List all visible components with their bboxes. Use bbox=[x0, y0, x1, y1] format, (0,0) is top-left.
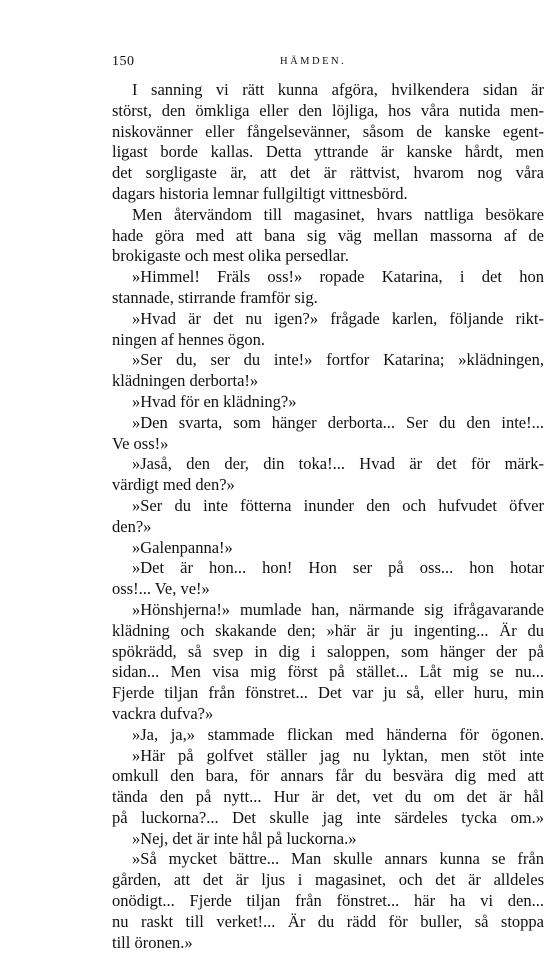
text-line: på luckorna?... Det skulle jag inte särdeles tycka om.» bbox=[112, 807, 544, 827]
text-line: den?» bbox=[112, 516, 152, 536]
text-line: stannade, stirrande framför sig. bbox=[112, 287, 318, 307]
text-line: »Det är hon... hon! Hon ser på oss... hon hotar bbox=[132, 558, 544, 578]
text-line: »Ja, ja,» stammade flickan med händerna för ögonen. bbox=[132, 724, 544, 744]
text-line: det sorgligaste är, att det är rättvist, hvarom nog våra bbox=[112, 163, 544, 183]
text-line: oss!... Ve, ve!» bbox=[112, 579, 210, 599]
text-line: niskovänner eller fångelsevänner, såsom de kanske egent- bbox=[112, 121, 544, 141]
page-header bbox=[112, 54, 542, 72]
text-line: »Ser du, ser du inte!» fortfor Katarina; »klädningen, bbox=[132, 350, 544, 370]
text-line: »Hvad är det nu igen?» frågade karlen, följande rikt- bbox=[132, 308, 544, 328]
text-line: dagars historia lemnar fullgiltigt vittnesbörd. bbox=[112, 183, 408, 203]
text-line: »Jaså, den der, din toka!... Hvad är det för märk- bbox=[132, 454, 544, 474]
text-line: klädningen derborta!» bbox=[112, 371, 259, 391]
text-line: »Hönshjerna!» mumlade han, närmande sig ifrågavarande bbox=[132, 599, 544, 619]
body-text bbox=[112, 80, 544, 953]
text-line: gården, att det är ljus i magasinet, och det är alldeles bbox=[112, 870, 544, 890]
page-number: 150 bbox=[112, 54, 135, 69]
text-line: störst, den ömkliga eller den löjliga, hos våra nutida men- bbox=[112, 100, 544, 120]
text-line: spökrädd, så svep in dig i saloppen, som hänger der på bbox=[112, 641, 544, 661]
text-line: »Här på golfvet ställer jag nu lyktan, men stöt inte bbox=[132, 745, 544, 765]
text-line: »Hvad för en klädning?» bbox=[132, 391, 297, 411]
text-line: ningen af hennes ögon. bbox=[112, 329, 266, 349]
text-line: omkull den bara, för annars får du besvära dig med att bbox=[112, 766, 544, 786]
text-line: Fjerde tiljan från fönstret... Det var ju så, eller huru, min bbox=[112, 683, 544, 703]
text-line: sidan... Men visa mig först på stället... Låt mig se nu... bbox=[112, 662, 544, 682]
text-line: »Nej, det är inte hål på luckorna.» bbox=[132, 828, 357, 848]
text-line: ligast borde kallas. Detta yttrande är kanske hårdt, men bbox=[112, 142, 544, 162]
text-line: »Ser du inte fötterna inunder den och hufvudet öfver bbox=[132, 495, 544, 515]
text-line: värdigt med den?» bbox=[112, 475, 235, 495]
text-line: vackra dufva?» bbox=[112, 703, 214, 723]
text-line: »Den svarta, som hänger derborta... Ser du den inte!... bbox=[132, 412, 544, 432]
text-line: till öronen.» bbox=[112, 932, 193, 952]
text-line: nu raskt till verket!... Är du rädd för buller, så stoppa bbox=[112, 911, 544, 931]
text-line: tända den på nytt... Hur är det, vet du om det är hål bbox=[112, 787, 544, 807]
text-line: klädning och skakande den; »här är ju ingenting... Är du bbox=[112, 620, 544, 640]
text-line: Ve oss!» bbox=[112, 433, 169, 453]
text-line: brokigaste och mest olika persedlar. bbox=[112, 246, 349, 266]
text-line: »Himmel! Fräls oss!» ropade Katarina, i det hon bbox=[132, 267, 544, 287]
text-line: Men återvändom till magasinet, hvars nattliga besökare bbox=[132, 204, 544, 224]
text-line: hade göra med att bana sig väg mellan massorna af de bbox=[112, 225, 544, 245]
text-line: »Så mycket bättre... Man skulle annars kunna se från bbox=[132, 849, 544, 869]
text-line: onödigt... Fjerde tiljan från fönstret... här ha vi den... bbox=[112, 891, 544, 911]
text-line: I sanning vi rätt kunna afgöra, hvilkendera sidan är bbox=[132, 80, 544, 99]
text-line: »Galenpanna!» bbox=[132, 537, 233, 557]
running-title: HÄMDEN. bbox=[280, 56, 347, 67]
